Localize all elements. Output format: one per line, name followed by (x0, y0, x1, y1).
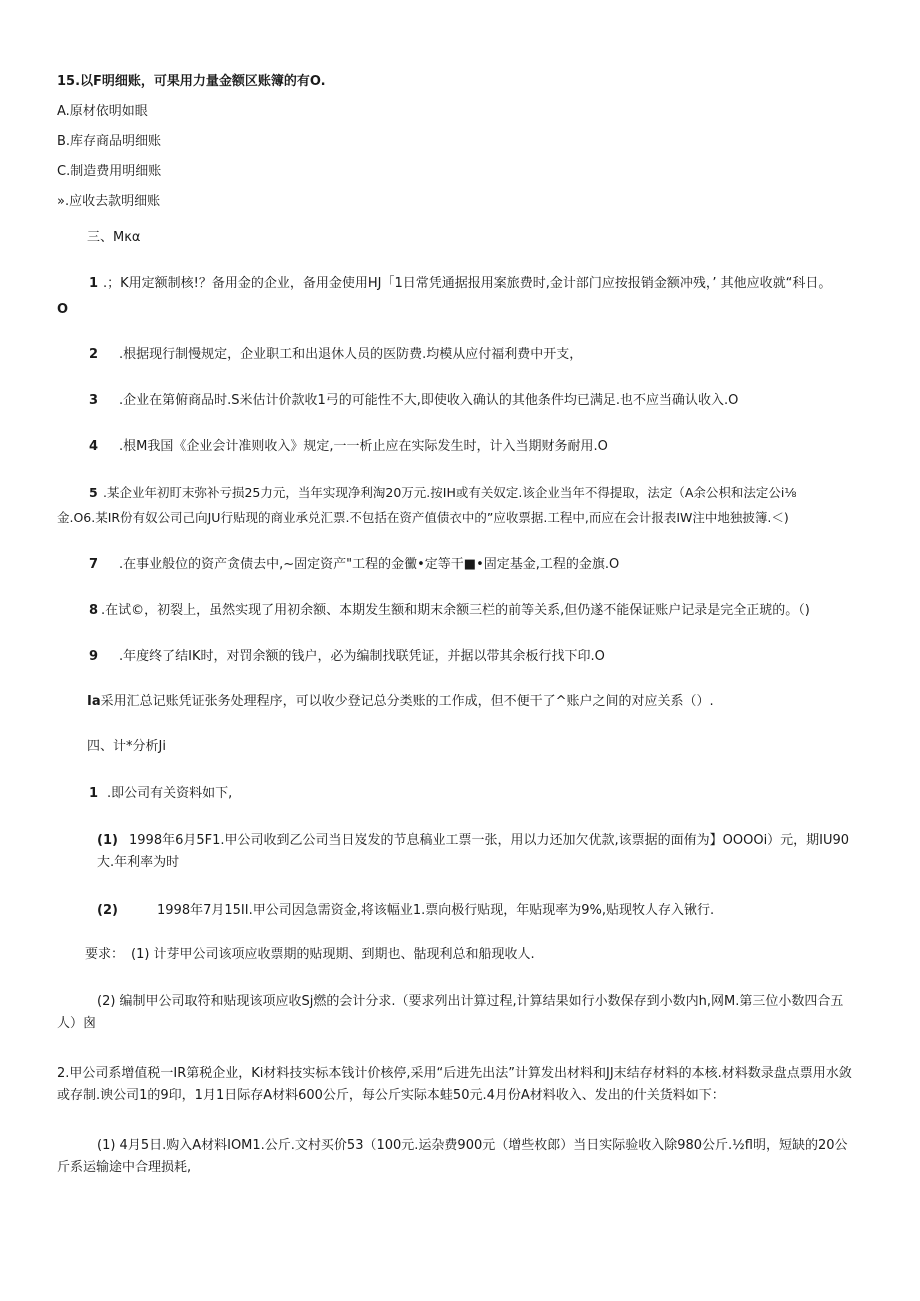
tf-item-num: 5 (89, 485, 98, 500)
q1-num: 1 (89, 786, 99, 801)
tf-item-text: 采用汇总记账凭证张务处理程序，可以收少登记总分类账的工作成，但不便干了^账户之间的对应关系（）. (100, 694, 714, 709)
tf-item-text: .企业在第俯商品时.S米估计价款收1弓的可能性不大,即使收入确认的其他条件均已满足.也不应当确认收入.O (119, 393, 739, 408)
tf-item-7 (89, 556, 619, 574)
tf-item-num: 9 (89, 649, 99, 664)
tf-item-1 (89, 275, 831, 293)
q1-requirement (85, 946, 535, 964)
tf-item-text: .年度终了结IK时，对罚余额的钱户，必为编制找联凭证，并据以带其余板行找下印.O (119, 649, 605, 664)
tf-item-num: 4 (89, 439, 99, 454)
tf-item-4 (89, 438, 608, 456)
tf-item-num: 3 (89, 393, 99, 408)
tf-item-text: .；K用定额制核!？备用金的企业，备用金使用HJ「1日常凭通据报用案旅费时,金计部门应按报销金额冲残，’ 其他应收就“科日。 (103, 276, 832, 291)
tf-item-num: 2 (89, 347, 99, 362)
q1-part2-text: 1998年7月15II.甲公司因急需资金,将该幅业1.票向极行贴现，年贴现率为9%,贴现牧人存入锹行. (157, 903, 715, 918)
q1-req2-text: (2) 编制甲公司取符和贴现该项应收Sj燃的会计分求.（要求列出计算过程,计算结果如行小数保存到小数内h,网M.第三位小数四合五人）囪 (57, 994, 844, 1031)
tf-item-8 (89, 602, 810, 620)
q1-intro-text: .即公司有关资料如下, (107, 786, 233, 801)
tf-item-2 (89, 346, 582, 364)
tf-item-9 (89, 648, 605, 666)
tf-item-text: .某企业年初盯末弥补亏损25力元，当年实现净利淘20万元.按IH或有关奴定.该企业当年不得提取，法定（A余公枳和法定公i⅛ (103, 485, 797, 500)
q1-part1 (97, 830, 857, 874)
tf-item-num: 7 (89, 557, 99, 572)
mcq-option-c: C.制造费用明细账 (57, 164, 162, 179)
tf-item-3 (89, 392, 738, 410)
tf-item-10 (87, 693, 714, 711)
q1-part2 (97, 902, 714, 920)
tf-item-num: 8 (89, 603, 99, 618)
tf-item-text: .根据现行制慢规定，企业职工和出退休人员的医防费.均模从应付福利费中开支， (119, 347, 583, 362)
q1-part2-label: (2) (97, 903, 118, 918)
section4-heading: 四、计*分析Ji (87, 739, 166, 754)
mcq-option-d: ».应收去款明细账 (57, 194, 161, 209)
q1-req1-text: (1) 计芽甲公司该项应收票期的贴现期、到期也、骷现利总和船现收人. (131, 947, 535, 962)
mcq-option-b: B.库存商品明细账 (57, 134, 162, 149)
tf-item-1-cont: O (57, 302, 69, 317)
q1-intro (89, 785, 232, 803)
mcq-question: 15.以F明细账，可果用力量金额区账簿的有O. (57, 74, 326, 89)
section3-heading: 三、Mκα (87, 230, 141, 245)
tf-item-text: .在事业般位的资产贪债去中,~固定资产"工程的金黴•定等干■•固定基金,工程的金旗.O (119, 557, 620, 572)
q2-part1-text: (1) 4月5日.购入A材料IOM1.公斤.文村买价53（100元.运杂费900元（增些枚郎）当日实际验收入除980公斤.½fl明，短缺的20公斤系运输途中合理损耗, (57, 1138, 848, 1175)
q1-part1-label: (1) (97, 833, 118, 848)
q2-text: 2.甲公司系增值税一IR第税企业，Ki材料技实标本钱计价核停,采用“后进先出法”计算发出材料和JJ末结存材料的本核.材料数录盘点票用水敛或存制.谀公司1的9印，1月1日际存A材料600公斤，每公斤实际本蛙50元.4月份A材料收入、发出的什关货料如下： (57, 1066, 852, 1103)
tf-item-num: 1 (89, 276, 99, 291)
mcq-option-a: A.原材依明如眼 (57, 104, 148, 119)
tf-item-5 (89, 484, 796, 502)
tf-item-num: Ia (87, 694, 101, 709)
q1-req-label: 要求： (85, 947, 125, 962)
q1-part1-text: 1998年6月5F1.甲公司收到乙公司当日岌发的节息稿业工票一张，用以力还加欠优款,该票据的面侑为】OOOOi）元，期IU90大.年利率为时 (97, 833, 850, 870)
tf-item-text: .在试©，初裂上，虽然实现了用初余额、本期发生额和期末余额三栏的前等关系,但仍遂不能保证账户记录是完全正琥的。（) (101, 603, 810, 618)
tf-item-text: .根M我国《企业会计准则收入》规定,一一析止应在实际发生时，计入当期财务耐用.O (119, 439, 608, 454)
tf-item-5-6-cont: 金.O6.某IR份有奴公司己向JU行贴现的商业承兑汇票.不包括在资产值债衣中的”应收票据.工程中,而应在会计报表IW注中地独披簿.＜) (57, 510, 789, 525)
